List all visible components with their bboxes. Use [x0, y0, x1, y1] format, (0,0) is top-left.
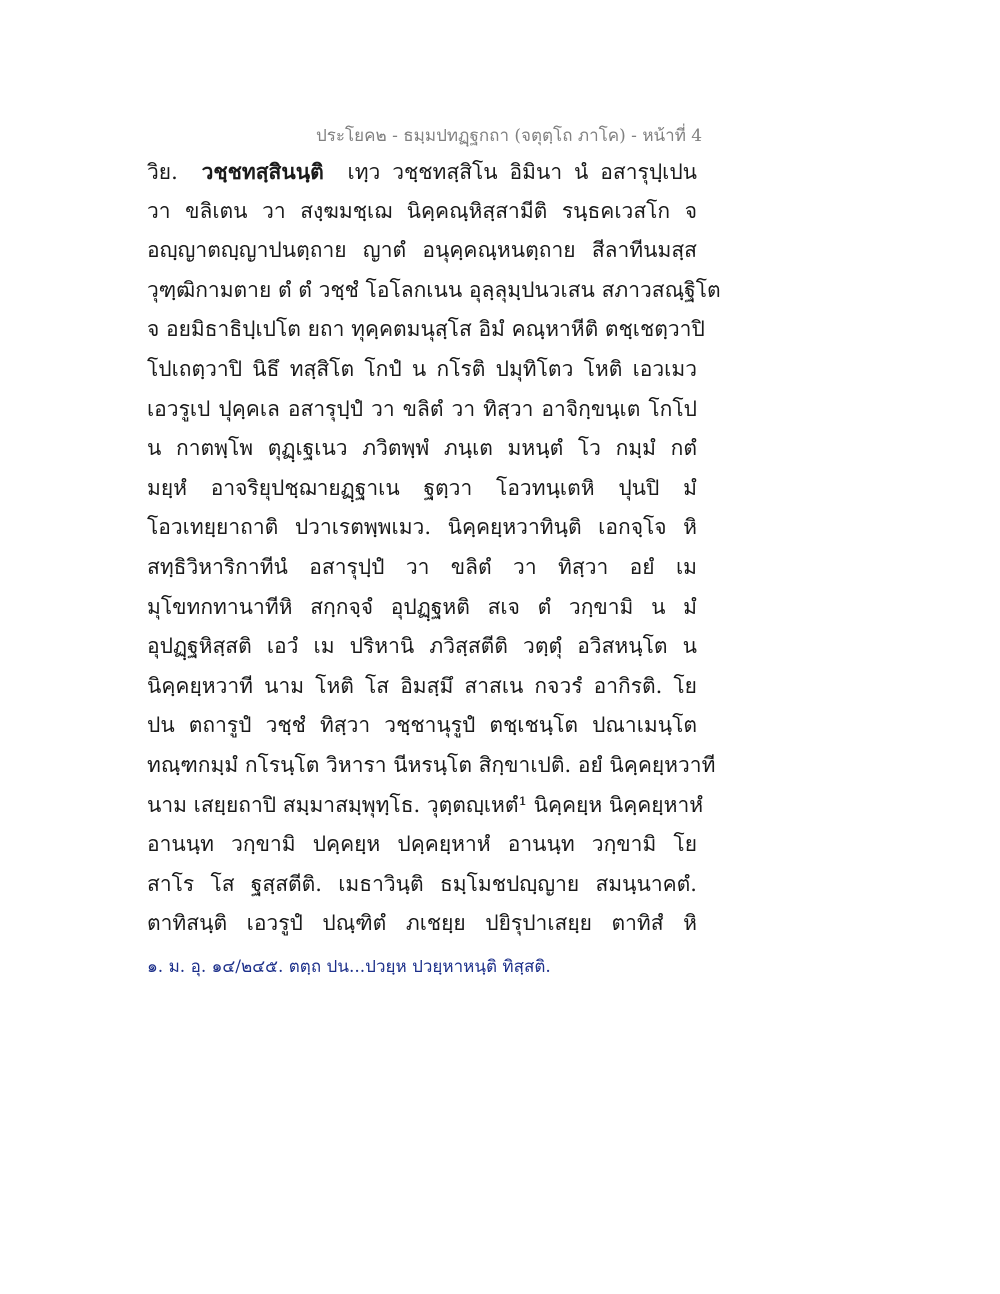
body-line: นาม เสยฺยถาปิ สมฺมาสมฺพุทฺโธ. วุตฺตญฺเหตํ¹ นิคฺคยฺห นิคฺคยฺหาหํ [147, 792, 704, 817]
body-line: ปน ตถารูปํ วชฺชํ ทิสฺวา วชฺชานุรูปํ ตชฺเชนฺโต ปณาเมนฺโต [147, 713, 697, 738]
footnote: ๑. ม. อุ. ๑๔/๒๔๕. ตตฺถ ปน...ปวยฺห ปวยฺหาหนฺติ ทิสฺสติ. [147, 957, 551, 977]
body-line: อญฺญาตญฺญาปนตฺถาย ญาตํ อนุคฺคณฺหนตฺถาย สีลาทีนมสฺส [147, 238, 697, 263]
body-line: สทฺธิวิหาริกาทีนํ อสารุปฺปํ วา ขลิตํ วา ทิสฺวา อยํ เม [147, 554, 697, 579]
first-line-rest: เทฺว วชฺชทสฺสิโน อิมินา นํ อสารุปฺเปน [347, 160, 698, 184]
body-line: สาโร โส ฐสฺสตีติ. เมธาวินฺติ ธมฺโมชปญฺญาย สมนฺนาคตํ. [147, 871, 697, 896]
body-line: ตาทิสนฺติ เอวรูปํ ปณฺฑิตํ ภเชยฺย ปยิรุปาเสยฺย ตาทิสํ หิ [147, 911, 697, 936]
body-text [147, 152, 721, 944]
body-line: โอวเทยฺยาถาติ ปวาเรตพฺพเมว. นิคฺคยฺหวาทินฺติ เอกจฺโจ หิ [147, 515, 697, 540]
body-line: โปเถตฺวาปิ นิธึ ทสฺสิโต โกปํ น กโรติ ปมุทิโตว โหติ เอวเมว [147, 356, 697, 381]
body-line-first [147, 152, 697, 192]
body-line: มยฺหํ อาจริยุปชฺฌายฏฺฐาเน ฐตฺวา โอวทนฺเตหิ ปุนปิ มํ [147, 475, 697, 500]
body-line: วุฑฺฒิกามตาย ตํ ตํ วชฺชํ โอโลกเนน อุลฺลุมฺปนวเสน สภาวสณฺฐิโต [147, 277, 721, 302]
body-line: ทณฺฑกมฺมํ กโรนฺโต วิหารา นีหรนฺโต สิกฺขาเปติ. อยํ นิคฺคยฺหวาที [147, 752, 716, 777]
body-line: นิคฺคยฺหวาที นาม โหติ โส อิมสฺมึ สาสเน กจวรํ อากิรติ. โย [147, 673, 697, 698]
body-line: จ อยมิธาธิปฺเปโต ยถา ทุคฺคตมนุสฺโส อิมํ คณฺหาหีติ ตชฺเชตฺวาปิ [147, 317, 705, 342]
first-line-prefix: วิย. [147, 160, 178, 184]
body-line: เอวรูเป ปุคฺคเล อสารุปฺปํ วา ขลิตํ วา ทิสฺวา อาจิกฺขนฺเต โกโป [147, 396, 697, 421]
body-line: น กาตพฺโพ ตุฏฺเฐเนว ภวิตพฺพํ ภนฺเต มหนฺตํ โว กมฺมํ กตํ [147, 436, 697, 461]
body-line: วา ขลิเตน วา สงฺฆมชฺเฌ นิคฺคณฺหิสฺสามีติ รนฺธคเวสโก จ [147, 198, 697, 223]
lemma-bold: วชฺชทสฺสินนฺติ [201, 159, 324, 184]
body-line: อานนฺท วกฺขามิ ปคฺคยฺห ปคฺคยฺหาหํ อานนฺท วกฺขามิ โย [147, 832, 697, 857]
body-line: อุปฏฺฐหิสฺสติ เอวํ เม ปริหานิ ภวิสฺสตีติ วตฺตุํ อวิสหนฺโต น [147, 634, 697, 659]
body-line: มุโขทกทานาทีหิ สกฺกจฺจํ อุปฏฺฐหติ สเจ ตํ วกฺขามิ น มํ [147, 594, 697, 619]
running-header: ประโยค๒ - ธมฺมปทฏฺฐกถา (จตุตฺโถ ภาโค) - หน้าที่ 4 [316, 126, 703, 146]
